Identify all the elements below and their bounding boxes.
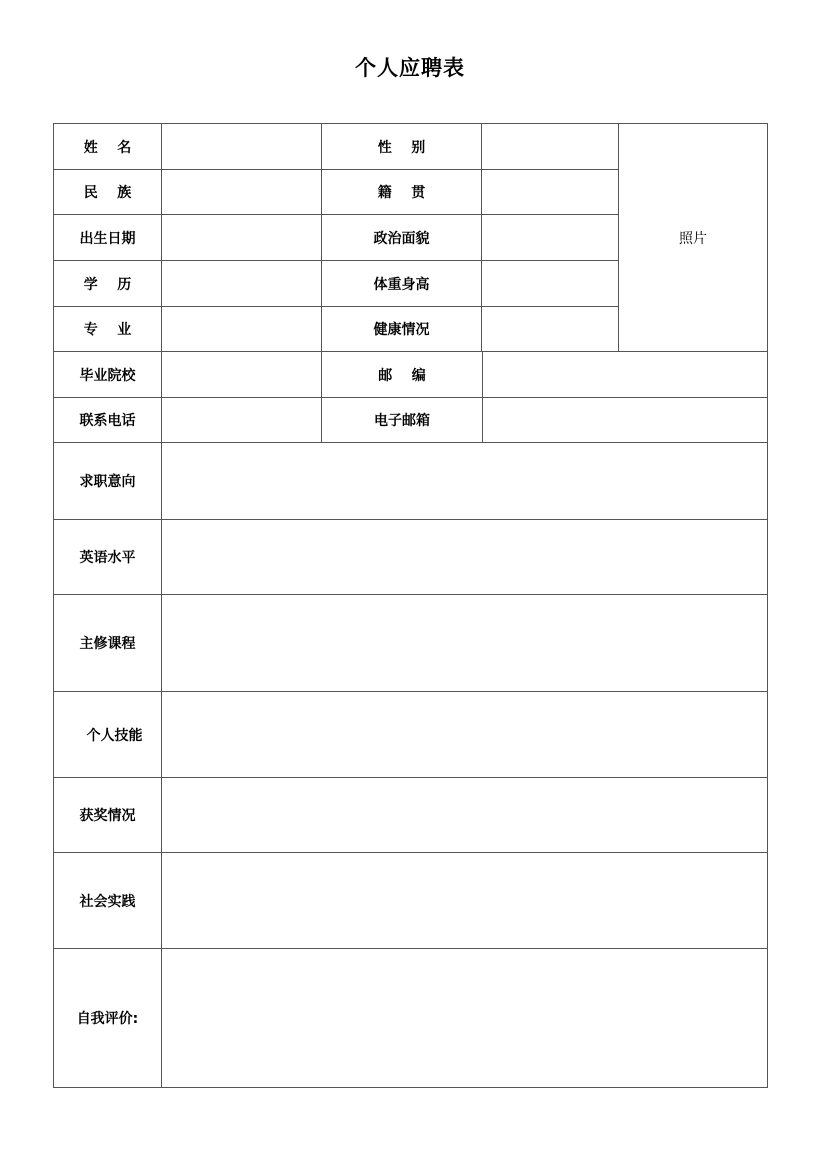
english-level-field[interactable]: [162, 520, 767, 594]
label-english-level: 英语水平: [79, 550, 136, 566]
label-native-place: 籍 贯: [377, 185, 426, 201]
phone-field[interactable]: [162, 398, 321, 442]
label-postcode: 邮 编: [378, 367, 426, 384]
major-field[interactable]: [162, 307, 321, 351]
name-field[interactable]: [162, 124, 321, 169]
label-social-practice: 社会实践: [79, 893, 136, 910]
political-status-field[interactable]: [482, 215, 618, 260]
email-field[interactable]: [483, 398, 767, 442]
job-intention-field[interactable]: [162, 443, 767, 519]
label-birth-date: 出生日期: [79, 230, 136, 247]
page-title: 个人应聘表: [355, 56, 465, 80]
school-field[interactable]: [162, 352, 321, 397]
label-education: 学 历: [83, 276, 132, 293]
social-practice-field[interactable]: [162, 853, 767, 948]
postcode-field[interactable]: [483, 352, 767, 397]
health-field[interactable]: [482, 307, 618, 351]
label-main-courses: 主修课程: [79, 636, 136, 652]
label-gender: 性 别: [377, 139, 426, 156]
label-school: 毕业院校: [79, 367, 136, 384]
label-phone: 联系电话: [79, 413, 136, 429]
label-job-intention: 求职意向: [79, 474, 136, 490]
awards-field[interactable]: [162, 778, 767, 852]
photo-placeholder[interactable]: 照片: [679, 230, 707, 247]
label-height-weight: 体重身高: [373, 276, 430, 293]
native-place-field[interactable]: [482, 170, 618, 214]
label-name: 姓 名: [83, 139, 132, 156]
label-major: 专 业: [83, 322, 132, 338]
table-border-right: [767, 123, 768, 1088]
education-field[interactable]: [162, 261, 321, 306]
label-self-evaluation: 自我评价:: [76, 1011, 139, 1027]
main-courses-field[interactable]: [162, 595, 767, 691]
label-political-status: 政治面貌: [373, 230, 430, 247]
label-skills: 个人技能: [86, 727, 143, 744]
ethnicity-field[interactable]: [162, 170, 321, 214]
birth-date-field[interactable]: [162, 215, 321, 260]
height-weight-field[interactable]: [482, 261, 618, 306]
self-evaluation-field[interactable]: [162, 949, 767, 1087]
label-email: 电子邮箱: [374, 413, 430, 429]
skills-field[interactable]: [162, 692, 767, 777]
label-awards: 获奖情况: [79, 808, 136, 824]
gender-field[interactable]: [482, 124, 618, 169]
label-health: 健康情况: [373, 322, 430, 338]
label-ethnicity: 民 族: [83, 185, 132, 201]
